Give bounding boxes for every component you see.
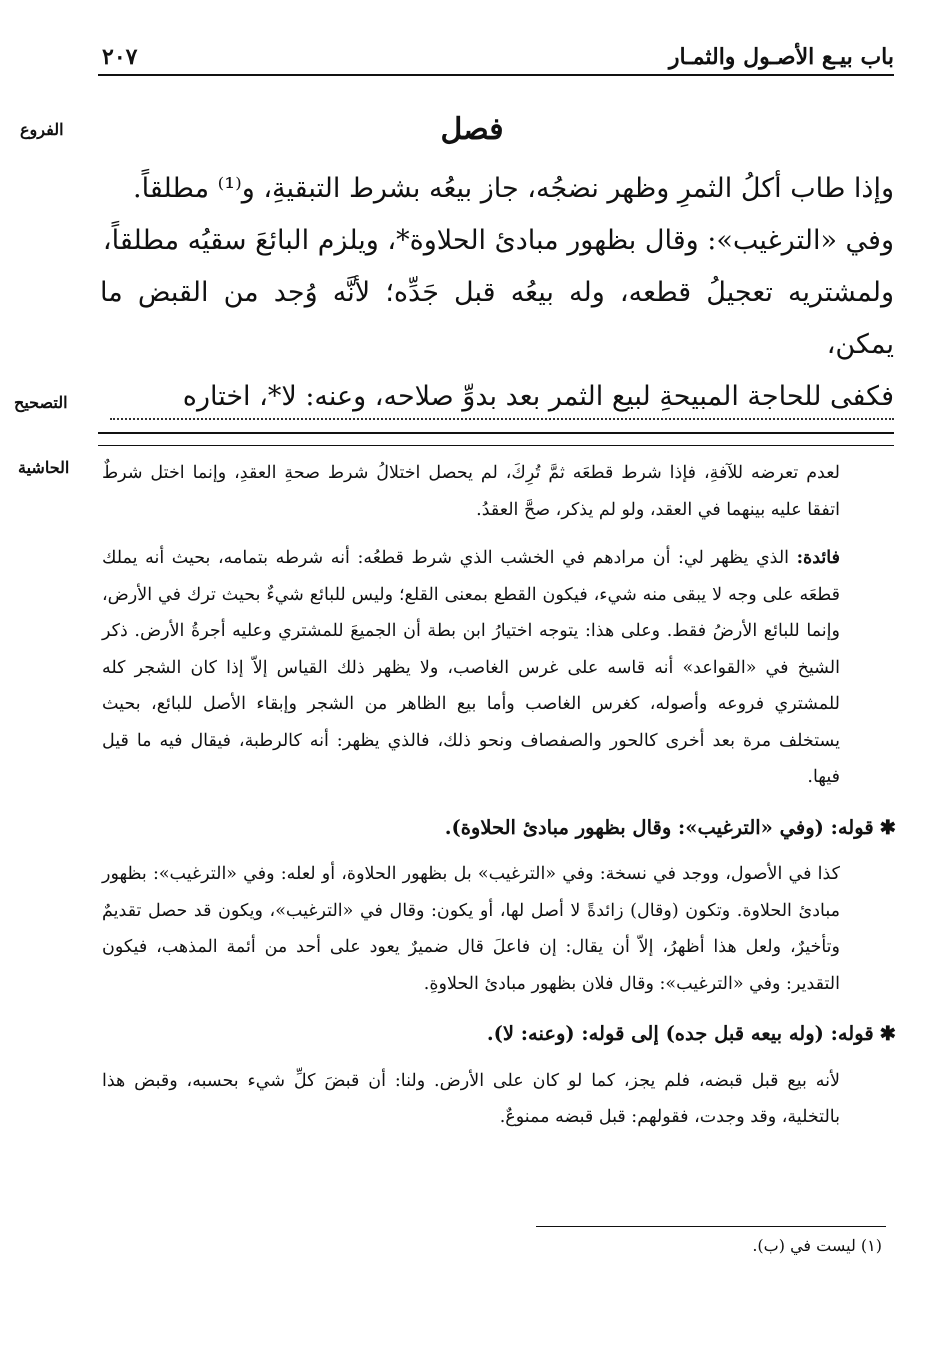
section-title: فصل: [440, 112, 504, 147]
side-label-hashiya: الحاشية: [18, 458, 70, 477]
divider-rule: [98, 432, 894, 434]
qawl-commentary: لأنه بيع قبل قبضه، فلم يجز، كما لو كان على الأرض. ولنا: أن قبضَ كلِّ شيء بحسبه، وقبض هذا بالتخلية، وقد وجدت، فقولهم: قبل قبضه ممنوعٌ.: [102, 1070, 840, 1127]
page-header: [98, 40, 894, 76]
qawl-text: قوله: (وفي «الترغيب»: وقال بظهور مبادئ الحلاوة).: [444, 815, 874, 839]
qawl-heading: [102, 810, 896, 847]
running-title: باب بيـع الأصـول والثمـار: [668, 44, 894, 70]
tashih-dotted-line: [110, 398, 894, 420]
side-label-furu: الفروع: [20, 120, 64, 139]
qawl-heading: [102, 1016, 896, 1053]
divider-rule-thin: [98, 445, 894, 446]
main-text-line: وفي «الترغيب»: وقال بظهور مبادئ الحلاوة*، ويلزم البائعَ سقيُه مطلقاً،: [102, 225, 894, 256]
page-number: ٢٠٧: [102, 44, 138, 70]
main-text-line: وإذا طاب أكلُ الثمرِ وظهر نضجُه، جاز بيعُه بشرط التبقيةِ، و⁽¹⁾ مطلقاً.: [133, 173, 894, 204]
qawl-commentary: كذا في الأصول، ووجد في نسخة: وفي «الترغيب» بل بظهور الحلاوة، أو لعله: وفي «الترغيب»: بظهور مبادئ الحلاوة. وتكون (وقال) زائدةً لا أصل لها، أو يكون: وقال في «الترغيب»، ويكون قد حصل تقديمٌ وتأخيرٌ، ولعل هذا أظهرُ، إلاّ أن يقال: إن فاعلَ قال ضميرٌ يعود على أحد من أئمة المذهب، فيكون التقدير: وفي «الترغيب»: وقال فلان بظهور مبادئ الحلاوةِ.: [102, 864, 840, 994]
main-text-line: ولمشتريه تعجيلُ قطعه، وله بيعُه قبل جَدِّه؛ لأنَّه وُجد من القبض ما يمكن،: [100, 277, 894, 360]
main-text: [100, 163, 894, 423]
asterisk-icon: ✱: [879, 1022, 896, 1045]
faida-paragraph: [102, 540, 840, 796]
faida-text: الذي يظهر لي: أن مرادهم في الخشب الذي شرط قطعُه: أنه شرطه بتمامه، بحيث أنه يملك قطعَه على وجه لا يبقى منه شيء، فيكون القطع بمعنى القلع؛ وليس للبائع شيءٌ بحيث ترك في الأرض، وإنما للبائع الأرضُ فقط. وعلى هذا: يتوجه اختيارُ ابن بطة أن الجميعَ للمشتري وعليه أجرةُ الأرض. ذكر الشيخ في «القواعد» أنه قاسه على غرس الغاصب، ولا يظهر ذلك القياس إلاّ إذا كان الشجر كله للمشتري فروعه وأصوله، كغرس الغاصب وأما بيع الظاهر من الشجر وإبقاء الأصل للبائع، بحيث يستخلف مرة بعد أخرى كالحور والصفصاف ونحو ذلك، فالذي يظهر: أنه كالرطبة، فيقال فيه ما قيل فيها.: [102, 548, 840, 787]
main-text-line: فكفى للحاجة المبيحةِ لبيع الثمر بعد بدوِّ صلاحه، وعنه: لا*، اختاره: [182, 381, 894, 412]
footnote-rule: [536, 1226, 886, 1227]
commentary-block: [102, 455, 896, 1136]
footnote: (١) ليست في (ب).: [752, 1236, 882, 1255]
qawl-text: قوله: (وله بيعه قبل جده) إلى قوله: (وعنه: لا).: [486, 1022, 874, 1045]
faida-label: فائدة:: [796, 548, 840, 568]
asterisk-icon: ✱: [879, 815, 896, 839]
side-label-tashih: التصحيح: [14, 393, 68, 412]
commentary-opening: لعدم تعرضه للآفةِ، فإذا شرط قطعَه ثمَّ تُرِكَ، لم يحصل اختلالُ شرط صحةِ العقدِ، وإنما اختل شرطٌ اتفقا عليه بينهما في العقد، ولو لم يذكر، صحَّ العقدُ.: [102, 463, 840, 520]
